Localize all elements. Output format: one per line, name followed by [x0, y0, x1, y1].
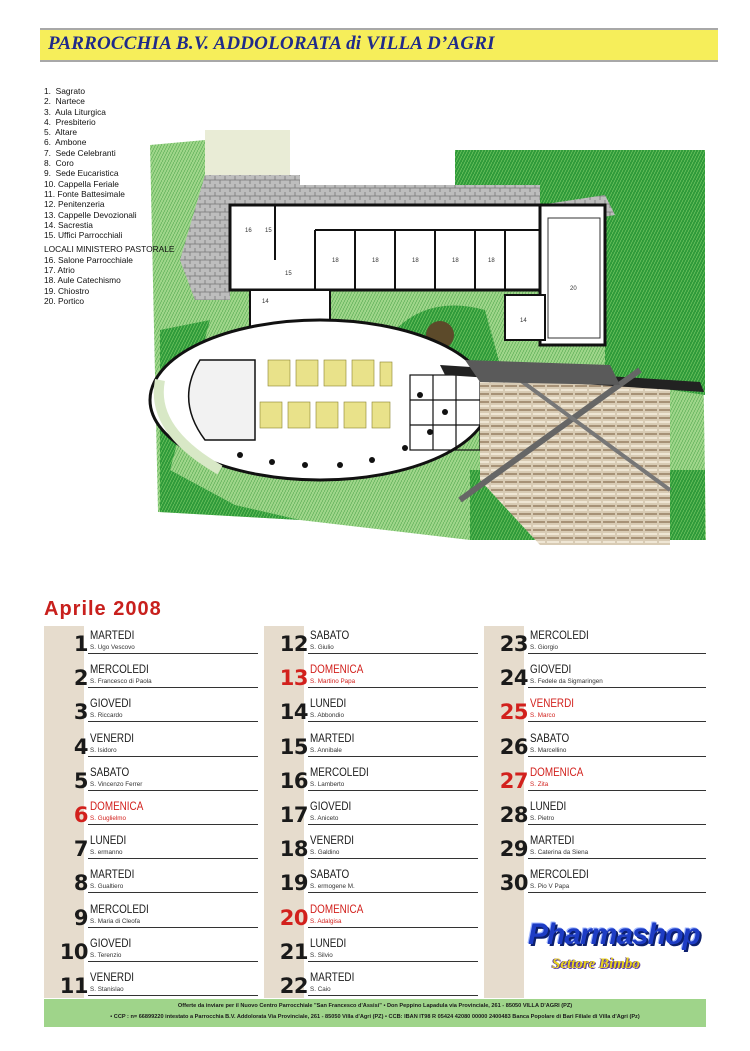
day-rule: [308, 961, 478, 962]
weekday-label: DOMENICA: [90, 801, 144, 813]
calendar-day: [264, 904, 522, 938]
saint-name: S. Maria di Cleofa: [90, 917, 141, 925]
legend-item: 1. Sagrato: [44, 86, 85, 96]
day-number: 30: [499, 871, 528, 896]
weekday-label: LUNEDI: [90, 835, 127, 848]
saint-name: S. Annibale: [310, 746, 342, 754]
saint-name: S. ermogene M.: [310, 883, 355, 891]
saint-name: S. Marco: [530, 712, 556, 720]
day-number: 4: [73, 734, 88, 759]
legend-item: 15. Uffici Parrocchiali: [44, 230, 123, 241]
calendar-day: [484, 664, 750, 698]
day-number: 27: [499, 768, 528, 793]
weekday-label: MERCOLEDI: [530, 630, 589, 642]
weekday-label: LUNEDI: [310, 698, 347, 711]
legend-item: 19. Chiostro: [44, 285, 90, 296]
sponsor-name: Pharmashop: [528, 918, 700, 951]
weekday-label: VENERDI: [90, 972, 134, 984]
day-rule: [308, 721, 478, 722]
saint-name: S. ermanno: [90, 849, 123, 857]
day-number: 18: [279, 837, 308, 862]
weekday-label: SABATO: [90, 766, 130, 779]
legend-item: 10. Cappella Feriale: [44, 178, 119, 189]
saint-name: S. Isidoro: [90, 746, 117, 754]
day-number: 23: [499, 632, 528, 656]
svg-text:18: 18: [412, 258, 419, 264]
saint-name: S. Marcellino: [530, 746, 567, 754]
presbytery: [189, 360, 255, 440]
day-rule: [308, 824, 478, 825]
saint-name: S. Riccardo: [90, 712, 123, 720]
day-number: 2: [73, 666, 88, 691]
legend-item: 18. Aule Catechismo: [44, 275, 121, 286]
day-number: 29: [499, 837, 528, 862]
weekday-label: DOMENICA: [310, 664, 364, 677]
saint-name: S. Zita: [530, 780, 549, 788]
weekday-label: MARTEDI: [530, 835, 575, 848]
saint-name: S. Adalgisa: [310, 917, 342, 925]
svg-text:18: 18: [332, 258, 339, 264]
day-rule: [528, 824, 706, 825]
day-rule: [88, 721, 258, 722]
day-number: 3: [73, 700, 88, 725]
calendar-day: [264, 938, 522, 972]
day-rule: [88, 756, 258, 757]
weekday-label: GIOVEDI: [530, 664, 572, 677]
calendar-day: [484, 869, 750, 903]
svg-text:15: 15: [285, 271, 292, 277]
weekday-label: SABATO: [310, 869, 350, 882]
day-number: 22: [279, 974, 308, 998]
legend-item: 16. Salone Parrocchiale: [44, 254, 133, 265]
day-number: 14: [279, 700, 308, 725]
legend-item: 12. Penitenzeria: [44, 199, 105, 210]
day-number: 5: [73, 768, 88, 793]
day-number: 15: [279, 734, 308, 759]
weekday-label: SABATO: [530, 732, 570, 745]
saint-name: S. Terenzio: [90, 951, 122, 959]
day-rule: [528, 858, 706, 859]
day-rule: [308, 756, 478, 757]
weekday-label: SABATO: [310, 630, 350, 642]
legend-item: 20. Portico: [44, 295, 85, 306]
saint-name: S. Fedele da Sigmaringen: [530, 678, 603, 686]
legend-item: 5. Altare: [44, 127, 78, 138]
weekday-label: LUNEDI: [530, 801, 567, 813]
svg-text:14: 14: [262, 299, 269, 305]
saint-name: S. Galdino: [310, 849, 340, 857]
calendar-day: [484, 698, 750, 732]
day-number: 17: [279, 803, 308, 827]
day-number: 25: [499, 700, 528, 725]
legend-item: 7. Sede Celebranti: [44, 147, 116, 158]
legend-item: 9. Sede Eucaristica: [44, 168, 119, 179]
saint-name: S. Giorgio: [530, 644, 558, 651]
day-rule: [528, 790, 706, 791]
weekday-label: DOMENICA: [530, 766, 584, 779]
saint-name: S. Pietro: [530, 815, 555, 822]
day-number: 10: [59, 939, 88, 964]
weekday-label: MERCOLEDI: [90, 664, 149, 677]
saint-name: S. Martino Papa: [310, 678, 356, 686]
calendar-day: [484, 835, 750, 869]
pastoral-block: [230, 205, 540, 290]
weekday-label: MARTEDI: [90, 869, 135, 882]
month-title: Aprile 2008: [44, 598, 162, 620]
day-rule: [528, 653, 706, 654]
legend-item: 6. Ambone: [44, 137, 87, 148]
weekday-label: MARTEDI: [310, 972, 355, 984]
day-number: 13: [279, 666, 308, 691]
svg-text:20: 20: [570, 286, 577, 292]
day-rule: [528, 756, 706, 757]
day-rule: [528, 892, 706, 893]
saint-name: S. Francesco di Paola: [90, 678, 152, 686]
day-number: 9: [73, 905, 88, 930]
weekday-label: VENERDI: [90, 732, 134, 745]
day-rule: [88, 790, 258, 791]
east-lawn: [605, 205, 705, 395]
weekday-label: DOMENICA: [310, 903, 364, 916]
footer-line-2: • CCP : n= 66899220 intestato a Parrocchia B.V. Addolorata Via Provinciale, 261 - 85050 Villa d'Agri (PZ) • CCB: IBAN IT98 R 05424 42080 00000 2400483 Banca Popolare di Bari Filiale di Villa d'Agri (Pz): [110, 1014, 640, 1020]
saint-name: S. Giulio: [310, 644, 334, 651]
weekday-label: MARTEDI: [90, 630, 135, 642]
day-rule: [308, 995, 478, 996]
weekday-label: LUNEDI: [310, 937, 347, 950]
weekday-label: GIOVEDI: [90, 937, 132, 950]
legend-item: 8. Coro: [44, 158, 74, 169]
sponsor-tagline: Settore Bimbo: [552, 956, 640, 972]
saint-name: S. Lamberto: [310, 780, 345, 788]
svg-text:18: 18: [372, 258, 379, 264]
saint-name: S. Vincenzo Ferrer: [90, 780, 143, 788]
legend-item: 13. Cappelle Devozionali: [44, 209, 137, 220]
day-rule: [308, 892, 478, 893]
svg-text:16: 16: [245, 228, 252, 234]
weekday-label: VENERDI: [310, 835, 354, 848]
day-rule: [88, 961, 258, 962]
legend-item: 4. Presbiterio: [44, 116, 96, 127]
day-rule: [88, 927, 258, 928]
saint-name: S. Caterina da Siena: [530, 849, 589, 857]
weekday-label: VENERDI: [530, 698, 574, 711]
plan-legend: [44, 86, 174, 306]
weekday-label: MERCOLEDI: [530, 869, 589, 882]
day-rule: [88, 858, 258, 859]
day-rule: [88, 995, 258, 996]
day-number: 6: [73, 803, 88, 827]
calendar-day: [484, 630, 750, 664]
svg-text:15: 15: [265, 228, 272, 234]
day-rule: [88, 653, 258, 654]
saint-name: S. Pio V Papa: [530, 883, 570, 891]
svg-text:14: 14: [520, 318, 527, 324]
day-number: 16: [279, 768, 308, 793]
day-rule: [308, 653, 478, 654]
day-number: 26: [499, 734, 528, 759]
day-number: 1: [73, 632, 88, 656]
saint-name: S. Guglielmo: [90, 815, 127, 822]
saint-name: S. Silvio: [310, 951, 333, 959]
day-rule: [308, 858, 478, 859]
legend-item: 17. Atrio: [44, 265, 75, 276]
legend-item: 2. Nartece: [44, 96, 85, 107]
day-rule: [308, 790, 478, 791]
weekday-label: MERCOLEDI: [90, 903, 149, 916]
saint-name: S. Aniceto: [310, 815, 339, 822]
sponsor-logo: [524, 918, 714, 990]
saint-name: S. Caio: [310, 986, 331, 993]
day-number: 28: [499, 803, 528, 827]
day-rule: [308, 927, 478, 928]
calendar-day: [484, 733, 750, 767]
day-number: 19: [279, 871, 308, 896]
weekday-label: GIOVEDI: [310, 801, 352, 813]
page-title: PARROCCHIA B.V. ADDOLORATA di VILLA D’AGRI: [48, 33, 495, 54]
day-number: 7: [73, 837, 88, 862]
svg-text:18: 18: [488, 258, 495, 264]
legend-item: 3. Aula Liturgica: [44, 106, 106, 117]
calendar-day: [484, 767, 750, 801]
saint-name: S. Stanislao: [90, 986, 124, 993]
footer-band: [44, 999, 706, 1027]
legend-section-title: LOCALI MINISTERO PASTORALE: [44, 244, 175, 255]
day-number: 8: [73, 871, 88, 896]
svg-text:18: 18: [452, 258, 459, 264]
day-number: 20: [279, 905, 308, 930]
day-rule: [528, 721, 706, 722]
day-number: 24: [499, 666, 528, 691]
day-rule: [308, 687, 478, 688]
day-number: 21: [279, 939, 308, 964]
day-rule: [88, 824, 258, 825]
weekday-label: MARTEDI: [310, 732, 355, 745]
legend-item: 11. Fonte Battesimale: [44, 188, 125, 199]
day-rule: [88, 687, 258, 688]
saint-name: S. Gualtiero: [90, 883, 124, 891]
saint-name: S. Ugo Vescovo: [90, 644, 135, 651]
day-rule: [88, 892, 258, 893]
day-number: 12: [279, 632, 308, 656]
day-rule: [528, 687, 706, 688]
weekday-label: MERCOLEDI: [310, 766, 369, 779]
legend-item: 14. Sacrestia: [44, 219, 93, 230]
footer-line-1: Offerte da inviare per il Nuovo Centro Parrocchiale "San Francesco d'Assisi" • Don Peppino Lapadula via Provinciale, 261 - 85050 VILLA D'AGRI (PZ): [177, 1003, 573, 1009]
calendar-day: [484, 801, 750, 835]
day-number: 11: [59, 974, 88, 998]
weekday-label: GIOVEDI: [90, 698, 132, 711]
saint-name: S. Abbondio: [310, 712, 344, 720]
